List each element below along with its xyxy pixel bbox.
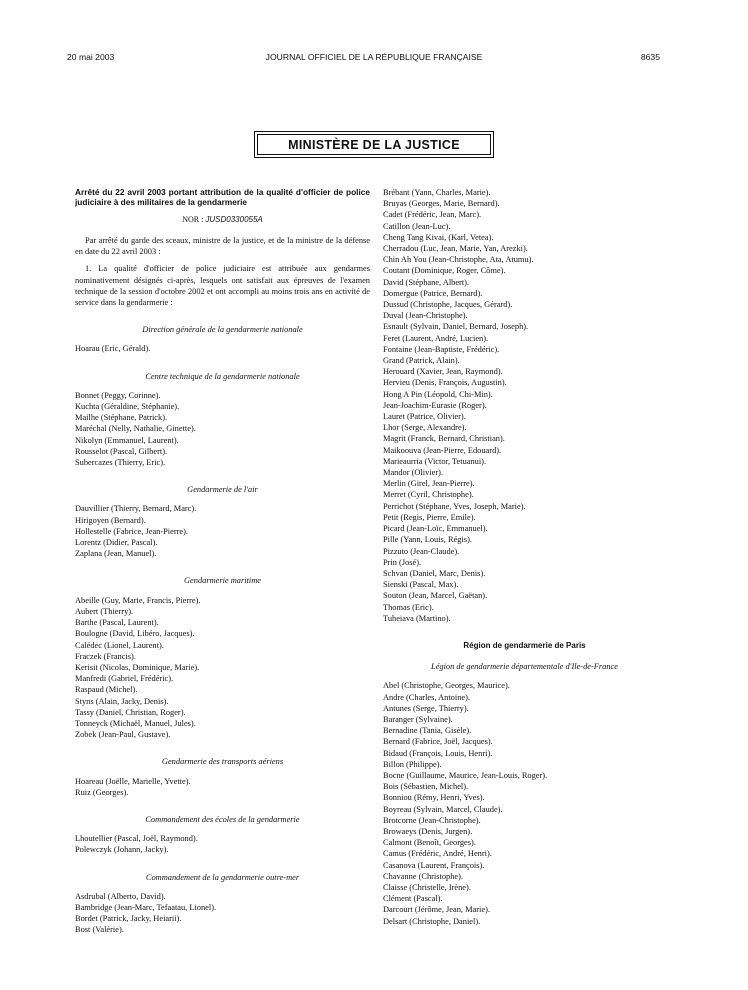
section-heading: Centre technique de la gendarmerie nationale <box>145 371 300 381</box>
name-entry: Petit (Regis, Pierre, Emile). <box>383 512 476 522</box>
name-entry: Kerisit (Nicolas, Dominique, Marie). <box>75 662 200 672</box>
name-entry: David (Stéphane, Albert). <box>383 277 470 287</box>
name-entry: Lorentz (Didier, Pascal). <box>75 538 158 548</box>
name-entry: Magrit (Franck, Bernard, Christian). <box>383 434 505 444</box>
header-page-number: 8635 <box>640 52 660 62</box>
name-entry: Styns (Alain, Jacky, Denis). <box>75 696 169 706</box>
name-entry: Herouard (Xavier, Jean, Raymond). <box>383 367 503 377</box>
name-entry: Souton (Jean, Marcel, Gaëtan). <box>383 591 488 601</box>
name-entry: Rousselot (Pascal, Gilbert). <box>75 446 168 456</box>
nor-code: JUSD0330055A <box>205 214 263 224</box>
name-entry: Aubert (Thierry). <box>75 606 134 616</box>
name-entry: Antunes (Serge, Thierry). <box>383 703 469 713</box>
name-entry: Dauvillier (Thierry, Bernard, Marc). <box>75 504 197 514</box>
nor-label: NOR : <box>182 214 204 224</box>
left-sections <box>75 324 370 935</box>
arrete-title: Arrêté du 22 avril 2003 portant attribution de la qualité d'officier de police judiciaire à des militaires de la gendarmerie <box>75 187 370 208</box>
name-entry: Coutant (Dominique, Roger, Côme). <box>383 266 506 276</box>
name-entry: Zaplana (Jean, Manuel). <box>75 549 157 559</box>
name-entry: Darcourt (Jérôme, Jean, Marie). <box>383 905 490 915</box>
left-column <box>75 187 370 936</box>
name-entry: Cadet (Frédéric, Jean, Marc). <box>383 210 482 220</box>
name-entry: Esnault (Sylvain, Daniel, Bernard, Joseph). <box>383 322 529 332</box>
name-entry: Subercazes (Thierry, Eric). <box>75 458 166 468</box>
legion-names-list <box>383 680 666 926</box>
name-entry: Abeille (Guy, Marie, Francis, Pierre). <box>75 595 201 605</box>
name-entry: Hollestelle (Fabrice, Jean-Pierre). <box>75 526 189 536</box>
name-entry: Abel (Christophe, Georges, Maurice). <box>383 681 510 691</box>
name-entry: Picard (Jean-Loïc, Emmanuel). <box>383 524 488 534</box>
name-entry: Polewczyk (Johann, Jacky). <box>75 845 169 855</box>
name-entry: Feret (Laurent, André, Lucien). <box>383 333 489 343</box>
name-entry: Fontaine (Jean-Baptiste, Frédéric). <box>383 344 500 354</box>
name-entry: Pizzuto (Jean-Claude). <box>383 546 460 556</box>
name-entry: Tassy (Daniel, Christian, Roger). <box>75 707 186 717</box>
name-entry: Lhoutellier (Pascal, Joël, Raymond). <box>75 834 198 844</box>
ministry-title: MINISTÈRE DE LA JUSTICE <box>257 134 491 155</box>
name-entry: Jean-Joachim-Eurasie (Roger). <box>383 400 487 410</box>
name-entry: Claisse (Christelle, Irène). <box>383 882 471 892</box>
name-entry: Bernard (Fabrice, Joël, Jacques). <box>383 737 493 747</box>
name-entry: Brébant (Yann, Charles, Marie). <box>383 188 491 197</box>
name-entry: Grand (Patrick, Alain). <box>383 356 460 366</box>
name-entry: Baranger (Sylvaine). <box>383 714 453 724</box>
name-entry: Dussud (Christophe, Jacques, Gérard). <box>383 300 513 310</box>
nor-reference <box>75 214 370 225</box>
name-entry: Boyreau (Sylvain, Marcel, Claude). <box>383 804 503 814</box>
name-entry: Merret (Cyril, Christophe). <box>383 490 474 500</box>
name-entry: Delsart (Christophe, Daniel). <box>383 916 481 926</box>
section-heading: Gendarmerie des transports aériens <box>161 757 284 767</box>
name-entry: Tonneyck (Michaël, Manuel, Jules). <box>75 718 196 728</box>
arrete-paragraph: 1. La qualité d'officier de police judiciaire est attribuée aux gendarmes nominativement désignés ci-après, lesquels ont satisfait aux épreuves de l'examen technique de la session d'octobre 2002 et ont accompli au moins trois ans en activité de service dans la gendarmerie : <box>75 264 370 308</box>
page-header <box>0 52 748 66</box>
name-entry: Maréchal (Nelly, Nathalie, Ginette). <box>75 424 196 434</box>
name-entry: Hoareau (Joëlle, Marielle, Yvette). <box>75 776 191 786</box>
name-entry: Perrichot (Stéphane, Yves, Joseph, Marie). <box>383 501 526 511</box>
header-journal-title: JOURNAL OFFICIEL DE LA RÉPUBLIQUE FRANÇAISE <box>265 52 483 62</box>
name-entry: Barthe (Pascal, Laurent). <box>75 618 159 628</box>
name-entry: Prin (José). <box>383 557 422 567</box>
name-entry: Hoarau (Eric, Gérald). <box>75 344 151 354</box>
name-entry: Nikolyn (Emmanuel, Laurent). <box>75 435 179 445</box>
name-entry: Bambridge (Jean-Marc, Tefaatau, Lionel). <box>75 902 217 912</box>
name-entry: Bordet (Patrick, Jacky, Heiarii). <box>75 914 182 924</box>
name-entry: Bernadine (Tania, Gisèle). <box>383 726 472 736</box>
name-entry: Catillon (Jean-Luc). <box>383 221 451 231</box>
section-heading: Gendarmerie maritime <box>184 576 261 586</box>
name-entry: Lhor (Serge, Alexandre). <box>383 423 467 433</box>
name-entry: Schvan (Daniel, Marc, Denis). <box>383 568 486 578</box>
name-entry: Browaeys (Denis, Jurgen). <box>383 826 473 836</box>
name-entry: Maikoouva (Jean-Pierre, Edouard). <box>383 445 502 455</box>
name-entry: Bost (Valérie). <box>75 925 124 935</box>
name-entry: Bonnet (Peggy, Corinne). <box>75 390 161 400</box>
name-entry: Hong A Pin (Léopold, Chi-Min). <box>383 389 493 399</box>
name-entry: Bonniou (Rémy, Henri, Yves). <box>383 793 485 803</box>
name-entry: Sienski (Pascal, Max). <box>383 580 459 590</box>
name-entry: Zobek (Jean-Paul, Gustave). <box>75 730 171 740</box>
header-date: 20 mai 2003 <box>67 52 115 62</box>
name-entry: Mailhe (Stéphane, Patrick). <box>75 413 168 423</box>
name-entry: Kuchta (Géraldine, Stéphanie). <box>75 402 180 412</box>
region-heading: Région de gendarmerie de Paris <box>463 640 586 650</box>
name-entry: Bocne (Guillaume, Maurice, Jean-Louis, Roger). <box>383 770 548 780</box>
name-entry: Calmont (Benoît, Georges). <box>383 838 476 848</box>
name-entry: Boulogne (David, Libéro, Jacques). <box>75 629 195 639</box>
section-heading: Commandement des écoles de la gendarmerie <box>145 814 300 824</box>
section-heading: Direction générale de la gendarmerie nationale <box>142 325 303 335</box>
name-entry: Billon (Philippe). <box>383 759 442 769</box>
name-entry: Bois (Sébastien, Michel). <box>383 782 469 792</box>
name-entry: Asdrubal (Alberto, David). <box>75 891 166 901</box>
name-entry: Cherradou (Luc, Jean, Marie, Yan, Arezki). <box>383 244 528 254</box>
name-entry: Pille (Yann, Louis, Régis). <box>383 535 472 545</box>
name-entry: Thomas (Eric). <box>383 602 434 612</box>
name-entry: Bruyas (Georges, Marie, Bernard). <box>383 199 500 209</box>
name-entry: Camus (Frédéric, André, Henri). <box>383 849 492 859</box>
name-entry: Fraczek (Francis). <box>75 651 136 661</box>
section-heading: Gendarmerie de l'air <box>187 485 258 495</box>
name-entry: Tuheiava (Martino). <box>383 613 451 623</box>
name-entry: Raspaud (Michel). <box>75 685 138 695</box>
right-names-list <box>383 187 666 624</box>
name-entry: Domergue (Patrice, Bernard). <box>383 288 483 298</box>
name-entry: Ruiz (Georges). <box>75 787 129 797</box>
name-entry: Lauret (Patrice, Olivier). <box>383 412 466 422</box>
section-heading: Commandement de la gendarmerie outre-mer <box>145 872 300 882</box>
name-entry: Manfredi (Gabriel, Frédéric). <box>75 674 174 684</box>
name-entry: Cheng Tang Kivai, (Karl, Vetea). <box>383 232 494 242</box>
name-entry: Chin Ah You (Jean-Christophe, Ata, Atumu). <box>383 255 534 265</box>
name-entry: Andre (Charles, Antoine). <box>383 692 470 702</box>
name-entry: Chavanne (Christophe). <box>383 871 464 881</box>
name-entry: Marieaurria (Victor, Tetuanui). <box>383 456 487 466</box>
name-entry: Merlin (Girel, Jean-Pierre). <box>383 479 475 489</box>
right-column <box>383 187 666 927</box>
name-entry: Casanova (Laurent, François). <box>383 860 485 870</box>
name-entry: Duval (Jean-Christophe). <box>383 311 468 321</box>
name-entry: Mandor (Olivier). <box>383 468 444 478</box>
name-entry: Calédec (Lionel, Laurent). <box>75 640 164 650</box>
name-entry: Brotcorne (Jean-Christophe). <box>383 815 481 825</box>
legion-heading: Légion de gendarmerie départementale d'Ile-de-France <box>431 662 618 672</box>
ministry-box <box>254 131 494 158</box>
arrete-paragraph: Par arrêté du garde des sceaux, ministre de la justice, et de la ministre de la défense en date du 22 avril 2003 : <box>75 236 370 257</box>
name-entry: Hirigoyen (Bernard). <box>75 515 146 525</box>
name-entry: Bidaud (François, Louis, Henri). <box>383 748 493 758</box>
name-entry: Clément (Pascal). <box>383 894 443 904</box>
name-entry: Hervieu (Denis, François, Augustin). <box>383 378 507 388</box>
